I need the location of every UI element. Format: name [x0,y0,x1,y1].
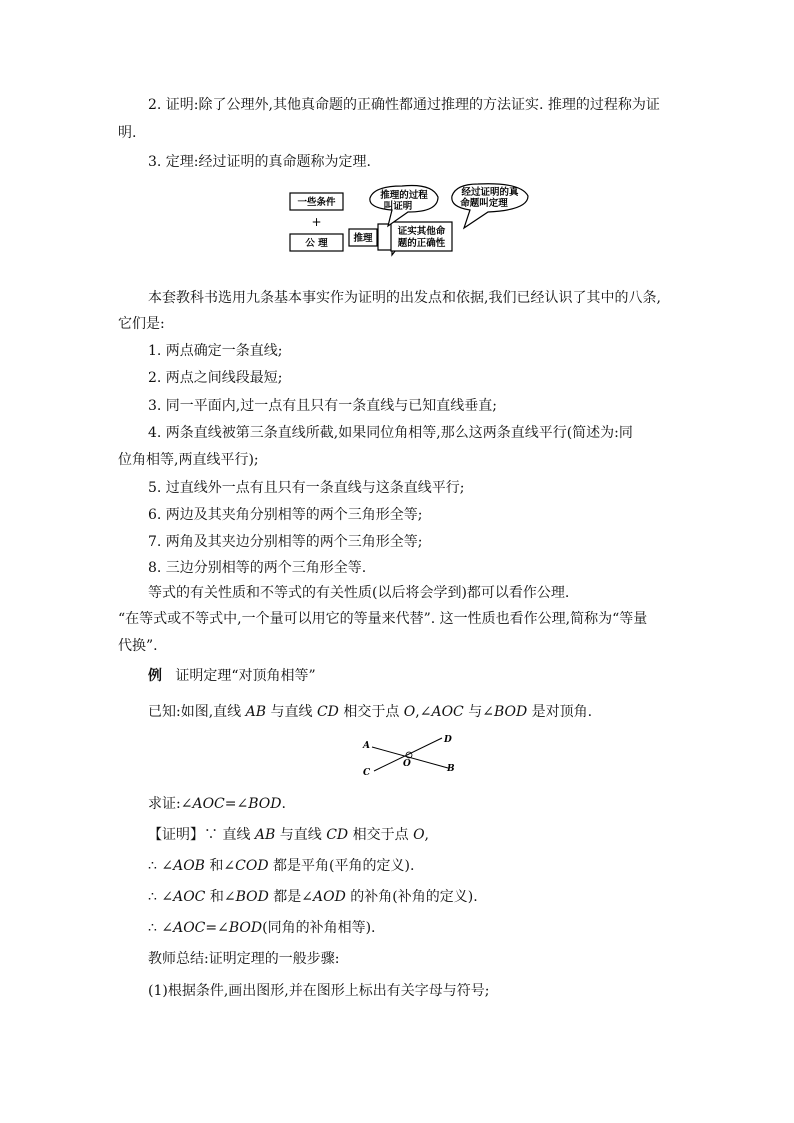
example-label: 例 [148,668,162,684]
given-statement: 已知:如图,直线 AB 与直线 CD 相交于点 O,∠AOC 与∠BOD 是对顶角. [148,704,593,720]
fact-item-5: 5. 过直线外一点有且只有一条直线与这条直线平行; [148,480,465,496]
fact-item-4-line1: 4. 两条直线被第三条直线所截,如果同位角相等,那么这两条直线平行(简述为:同 [148,425,633,441]
fact-item-2: 2. 两点之间线段最短; [148,370,283,386]
result-line2: 题的正确性 [397,238,446,249]
fact-item-3: 3. 同一平面内,过一点有且只有一条直线与已知直线垂直; [148,398,497,414]
point-c-label: C [363,768,371,778]
example-heading [148,667,316,685]
point-a-label: A [363,741,370,751]
bubble-theorem-line2: 命题叫定理 [460,198,508,209]
summary-title: 教师总结:证明定理的一般步骤: [148,951,340,967]
vertical-angles-figure [360,731,460,781]
proof-step-1: 【证明】∵ 直线 AB 与直线 CD 相交于点 O, [148,827,429,843]
fact-item-1: 1. 两点确定一条直线; [148,343,283,359]
bubble-proof-line1: 推理的过程 [380,190,428,201]
reasoning-label: 推理 [353,233,373,244]
proof-step-3: ∴ ∠AOC 和∠BOD 都是∠AOD 的补角(补角的定义). [148,889,478,905]
equality-properties: 等式的有关性质和不等式的有关性质(以后将会学到)都可以看作公理. [148,585,570,601]
facts-intro-line2: 它们是: [118,316,165,332]
conditions-label: 一些条件 [297,197,336,208]
point-d-label: D [444,735,452,745]
proof-flow-diagram [288,184,538,256]
bubble-theorem-line1: 经过证明的真 [461,187,519,198]
point-o-label: O [403,759,411,769]
summary-step-1: (1)根据条件,画出图形,并在图形上标出有关字母与符号; [148,983,490,999]
point-b-label: B [447,764,455,774]
plus-sign: + [311,215,322,229]
fact-item-6: 6. 两边及其夹角分别相等的两个三角形全等; [148,507,423,523]
prove-statement: 求证:∠AOC=∠BOD. [148,796,286,812]
example-title: 证明定理“对顶角相等” [175,668,316,684]
proof-step-2: ∴ ∠AOB 和∠COD 都是平角(平角的定义). [148,858,415,874]
bubble-proof-line2: 叫证明 [383,201,413,212]
fact-item-8: 8. 三边分别相等的两个三角形全等. [148,560,367,576]
substitution-line2: 代换”. [118,638,158,654]
facts-intro-line1: 本套教科书选用九条基本事实作为证明的出发点和依据,我们已经认识了其中的八条, [148,290,661,306]
axiom-label: 公 理 [305,238,328,249]
proof-definition-line2: 明. [118,125,137,141]
proof-definition-line1: 2. 证明:除了公理外,其他真命题的正确性都通过推理的方法证实. 推理的过程称为证 [148,97,660,113]
fact-item-7: 7. 两角及其夹边分别相等的两个三角形全等; [148,534,423,550]
fact-item-4-line2: 位角相等,两直线平行); [118,452,259,468]
result-line1: 证实其他命 [397,226,446,237]
substitution-line1: “在等式或不等式中,一个量可以用它的等量来代替”. 这一性质也看作公理,简称为“等量 [118,611,648,627]
theorem-definition: 3. 定理:经过证明的真命题称为定理. [148,154,371,170]
proof-step-4: ∴ ∠AOC=∠BOD(同角的补角相等). [148,920,376,936]
